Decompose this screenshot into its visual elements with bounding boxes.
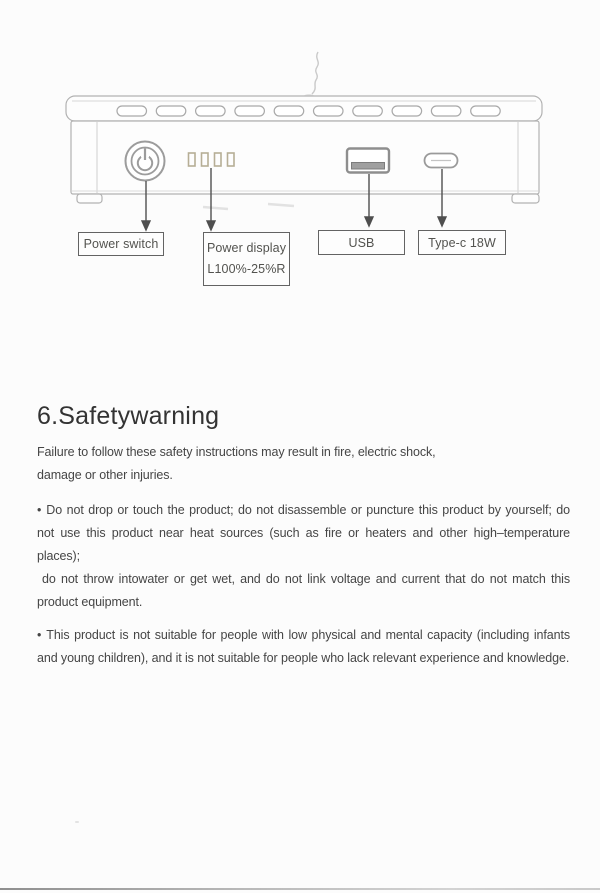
power-bank-diagram — [0, 0, 600, 300]
scan-speck — [75, 821, 79, 823]
smudge-mark — [268, 204, 294, 206]
bullet-drop-warning — [37, 499, 570, 614]
bullet-capacity-warning — [37, 624, 570, 670]
power-display-label — [203, 232, 290, 286]
bullet-marker: • — [37, 628, 42, 642]
bullet-water-warning-text: do not throw intowater or get wet, and do not link voltage and current that do not match this product equipment. — [37, 572, 570, 609]
usb-c-port-icon — [425, 154, 458, 168]
page-bottom-edge — [0, 888, 600, 890]
section-heading: 6.Safetywarning — [37, 402, 220, 430]
bullet-capacity-warning-text: This product is not suitable for people with low physical and mental capacity (including infants and young children), and it is not suitable for people who lack relevant experience and knowledge. — [37, 628, 570, 665]
power-button-icon — [126, 142, 165, 181]
bullet-drop-warning-text: Do not drop or touch the product; do not disassemble or puncture this product by yourself; do not use this product near heat sources (such as fire or heaters and other high–temperature places); — [37, 503, 570, 563]
power-switch-label: Power switch — [78, 232, 164, 256]
smudge-mark — [203, 207, 228, 209]
vent-slots — [66, 96, 542, 121]
power-display-label-line2: L100%-25%R — [207, 262, 286, 276]
right-foot — [512, 194, 539, 203]
arrow-type-c — [438, 217, 446, 226]
left-foot — [77, 194, 102, 203]
usb-a-port-icon — [347, 149, 389, 173]
squiggle-mark — [304, 52, 318, 98]
arrow-usb — [365, 217, 373, 226]
arrow-power-display — [207, 221, 215, 230]
safety-warning-section — [37, 401, 570, 670]
bullet-marker: • — [37, 503, 42, 517]
usb-label: USB — [318, 230, 405, 255]
power-display-label-line1: Power display — [206, 241, 287, 255]
type-c-label: Type-c 18W — [418, 230, 506, 255]
intro-paragraph: Failure to follow these safety instructions may result in fire, electric shock, damage or other injuries. — [37, 445, 436, 482]
arrow-power-switch — [142, 221, 150, 230]
